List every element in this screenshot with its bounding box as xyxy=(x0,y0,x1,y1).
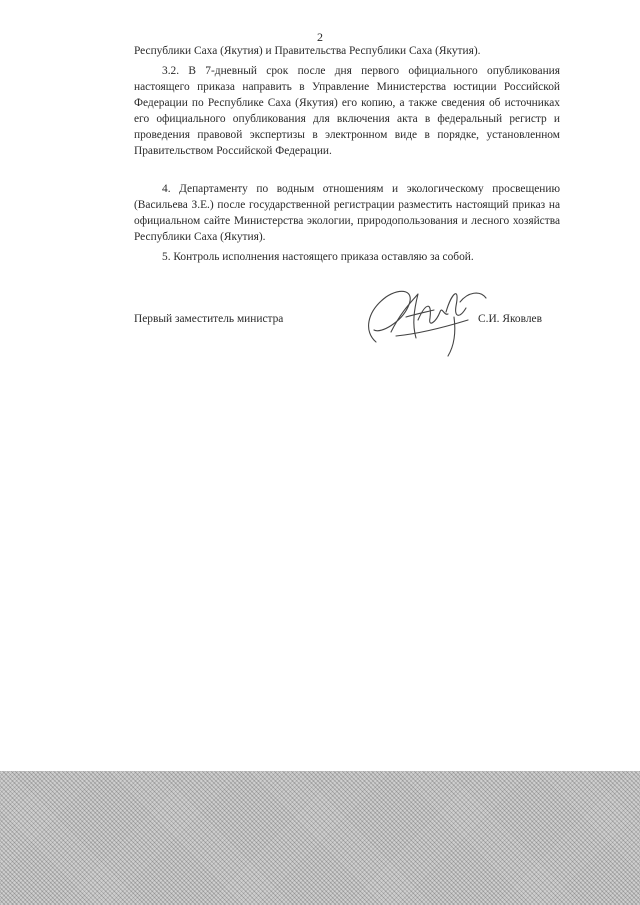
paragraph-3-2: 3.2. В 7-дневный срок после дня первого официального опубликования настоящего приказа направить в Управление Министерства юстиции Российской Федерации по Республике Саха (Якутия) его копию, а также сведения об источниках его официального опубликования для включения акта в федеральный регистр и проведения правовой экспертизы в электронном виде в порядке, установленном Правительством Российской Федерации. xyxy=(134,65,560,157)
scan-border xyxy=(0,771,640,905)
signatory-position: Первый заместитель министра xyxy=(134,313,284,325)
paragraph-4: 4. Департаменту по водным отношениям и экологическому просвещению (Васильева З.Е.) после государственной регистрации разместить настоящий приказ на официальном сайте Министерства экологии, природопользования и лесного хозяйства Республики Саха (Якутия). xyxy=(134,183,560,243)
handwritten-signature xyxy=(356,272,496,362)
signatory-name: С.И. Яковлев xyxy=(478,313,542,325)
paragraph-5: 5. Контроль исполнения настоящего приказа оставляю за собой. xyxy=(162,251,474,263)
page-number: 2 xyxy=(317,30,323,44)
paragraph-continuation: Республики Саха (Якутия) и Правительства Республики Саха (Якутия). xyxy=(134,45,481,57)
